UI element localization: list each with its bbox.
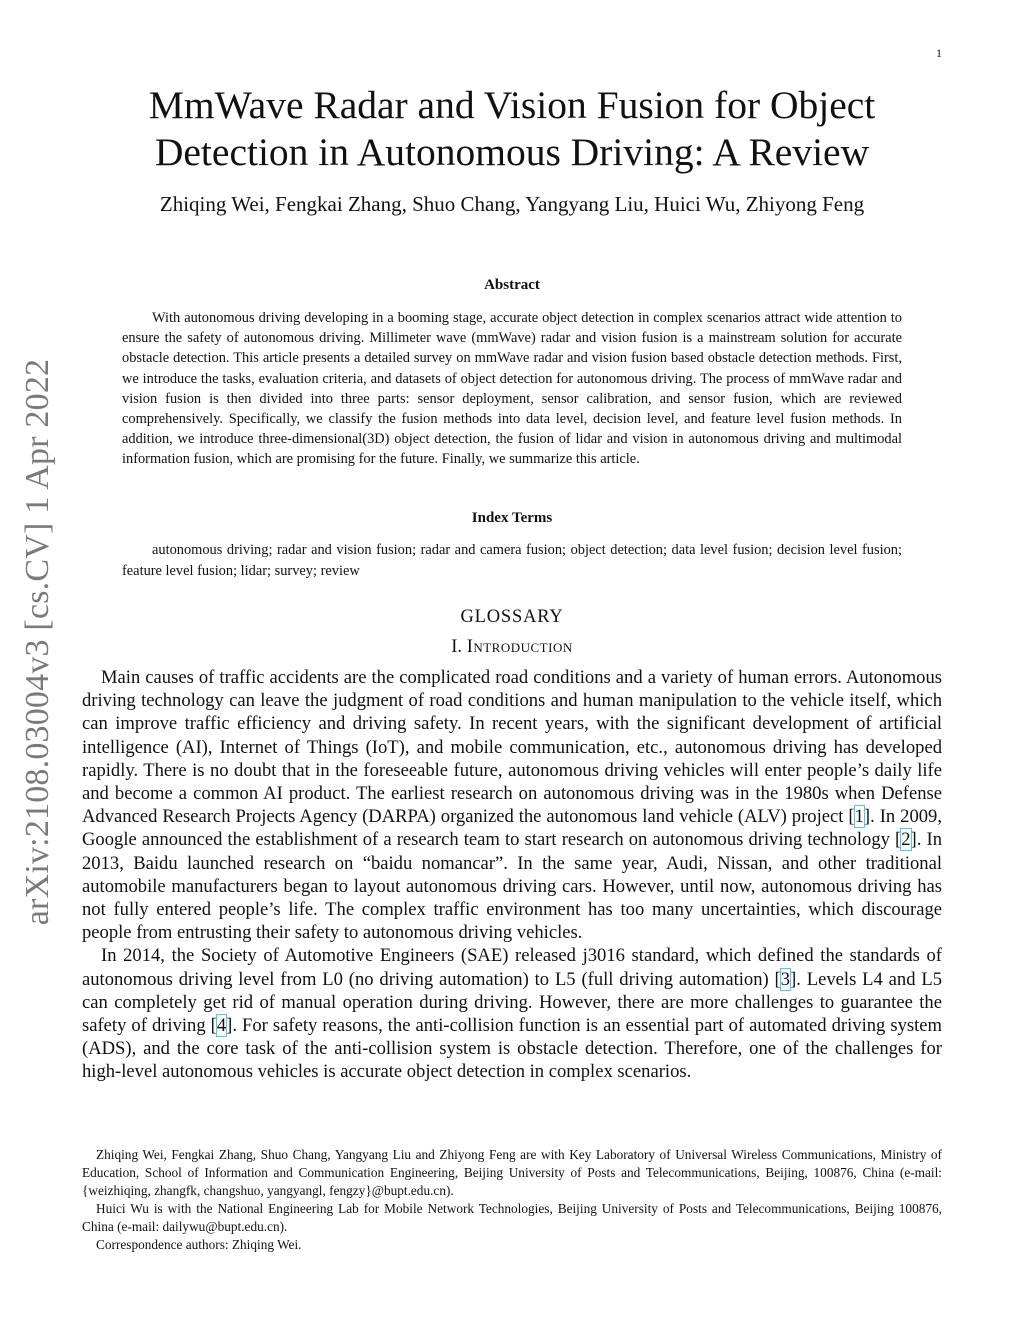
abstract-text: With autonomous driving developing in a booming stage, accurate object detection in complex scenarios attract wide attention to ensure the safety of autonomous driving. Millimeter wave (mmWave) radar and vision fusion is a mainstream solution for accurate obstacle detection. This article presents a detailed survey on mmWave radar and vision fusion based obstacle detection methods. First, we introduce the tasks, evaluation criteria, and datasets of object detection for autonomous driving. The process of mmWave radar and vision fusion is then divided into three parts: sensor deployment, sensor calibration, and sensor fusion, which are reviewed comprehensively. Specifically, we classify the fusion methods into data level, decision level, and feature level fusion methods. In addition, we introduce three-dimensional(3D) object detection, the fusion of lidar and vision in autonomous driving and multimodal information fusion, which are promising for the future. Finally, we summarize this article. xyxy=(122,310,902,468)
paragraph-text: In 2014, the Society of Automotive Engineers (SAE) released j3016 standard, which defined the standards of autonomous driving level from L0 (no driving automation) to L5 (full driving automation) [ xyxy=(82,945,942,990)
section-heading xyxy=(82,637,942,658)
author-list: Zhiqing Wei, Fengkai Zhang, Shuo Chang, Yangyang Liu, Huici Wu, Zhiyong Feng xyxy=(159,192,865,216)
section-title: Introduction xyxy=(466,637,573,657)
index-terms-text: autonomous driving; radar and vision fusion; radar and camera fusion; object detection; data level fusion; decision level fusion; feature level fusion; lidar; survey; review xyxy=(122,542,902,579)
glossary-heading: GLOSSARY xyxy=(460,607,564,627)
citation-link[interactable]: 4 xyxy=(216,1015,227,1037)
paragraph xyxy=(82,944,942,1083)
citation-link[interactable]: 1 xyxy=(854,806,864,828)
page-number: 1 xyxy=(936,46,942,60)
paragraph-text: ]. In 2009, Google announced the establishment of a research team to start research on autonomous driving technology [ xyxy=(82,806,942,851)
paragraph xyxy=(82,666,942,944)
abstract-heading: Abstract xyxy=(484,277,540,293)
footnote: Correspondence authors: Zhiqing Wei. xyxy=(96,1237,302,1252)
index-terms-heading: Index Terms xyxy=(471,510,553,526)
introduction-body xyxy=(82,666,942,1084)
citation-link[interactable]: 2 xyxy=(901,829,911,851)
footnote: Zhiqing Wei, Fengkai Zhang, Shuo Chang, Yangyang Liu and Zhiyong Feng are with Key Laboratory of Universal Wireless Communications, Ministry of Education, School of Information and Communication Engineering, Beijing University of Posts and Telecommunications, Beijing, 100876, China (e-mail: {weizhiqing, zhangfk, changshuo, yangyangl, fengzy}@bupt.edu.cn). xyxy=(82,1147,942,1198)
paragraph-text: ]. Levels L4 and L5 can completely get rid of manual operation during driving. However, there are more challenges to guarantee the safety of driving [ xyxy=(82,968,943,1037)
paper-title: MmWave Radar and Vision Fusion for Object Detection in Autonomous Driving: A Review xyxy=(148,83,876,174)
citation-link[interactable]: 3 xyxy=(780,968,791,990)
paragraph-text: ]. For safety reasons, the anti-collision function is an essential part of automated driving system (ADS), and the core task of the anti-collision system is obstacle detection. Therefore, one of the challenges for high-level autonomous vehicles is accurate object detection in complex scenarios. xyxy=(82,1015,943,1083)
section-number: I. xyxy=(451,637,463,657)
paragraph-text: Main causes of traffic accidents are the complicated road conditions and a variety of human errors. Autonomous driving technology can leave the judgment of road conditions and human manipulation to the vehicle itself, which can improve traffic efficiency and driving safety. In recent years, with the significant development of artificial intelligence (AI), Internet of Things (IoT), and mobile communication, etc., autonomous driving has developed rapidly. There is no doubt that in the foreseeable future, autonomous driving vehicles will enter people’s daily life and become a common AI product. The earliest research on autonomous driving was in the 1980s when Defense Advanced Research Projects Agency (DARPA) organized the autonomous land vehicle (ALV) project [ xyxy=(82,667,942,828)
arxiv-identifier-text: arXiv:2108.03004v3 [cs.CV] 1 Apr 2022 xyxy=(19,358,56,926)
paragraph-text: ]. In 2013, Baidu launched research on “baidu nomancar”. In the same year, Audi, Nissan, and other traditional automobile manufacturers began to layout autonomous driving cars. However, until now, autonomous driving has not fully entered people’s life. The complex traffic environment has too many uncertainties, which discourage people from entrusting their safety to autonomous driving vehicles. xyxy=(82,829,942,944)
footnote: Huici Wu is with the National Engineering Lab for Mobile Network Technologies, Beijing University of Posts and Telecommunications, Beijing 100876, China (e-mail: dailywu@bupt.edu.cn). xyxy=(82,1201,942,1234)
footnotes xyxy=(82,1146,942,1254)
arxiv-identifier xyxy=(14,352,62,932)
